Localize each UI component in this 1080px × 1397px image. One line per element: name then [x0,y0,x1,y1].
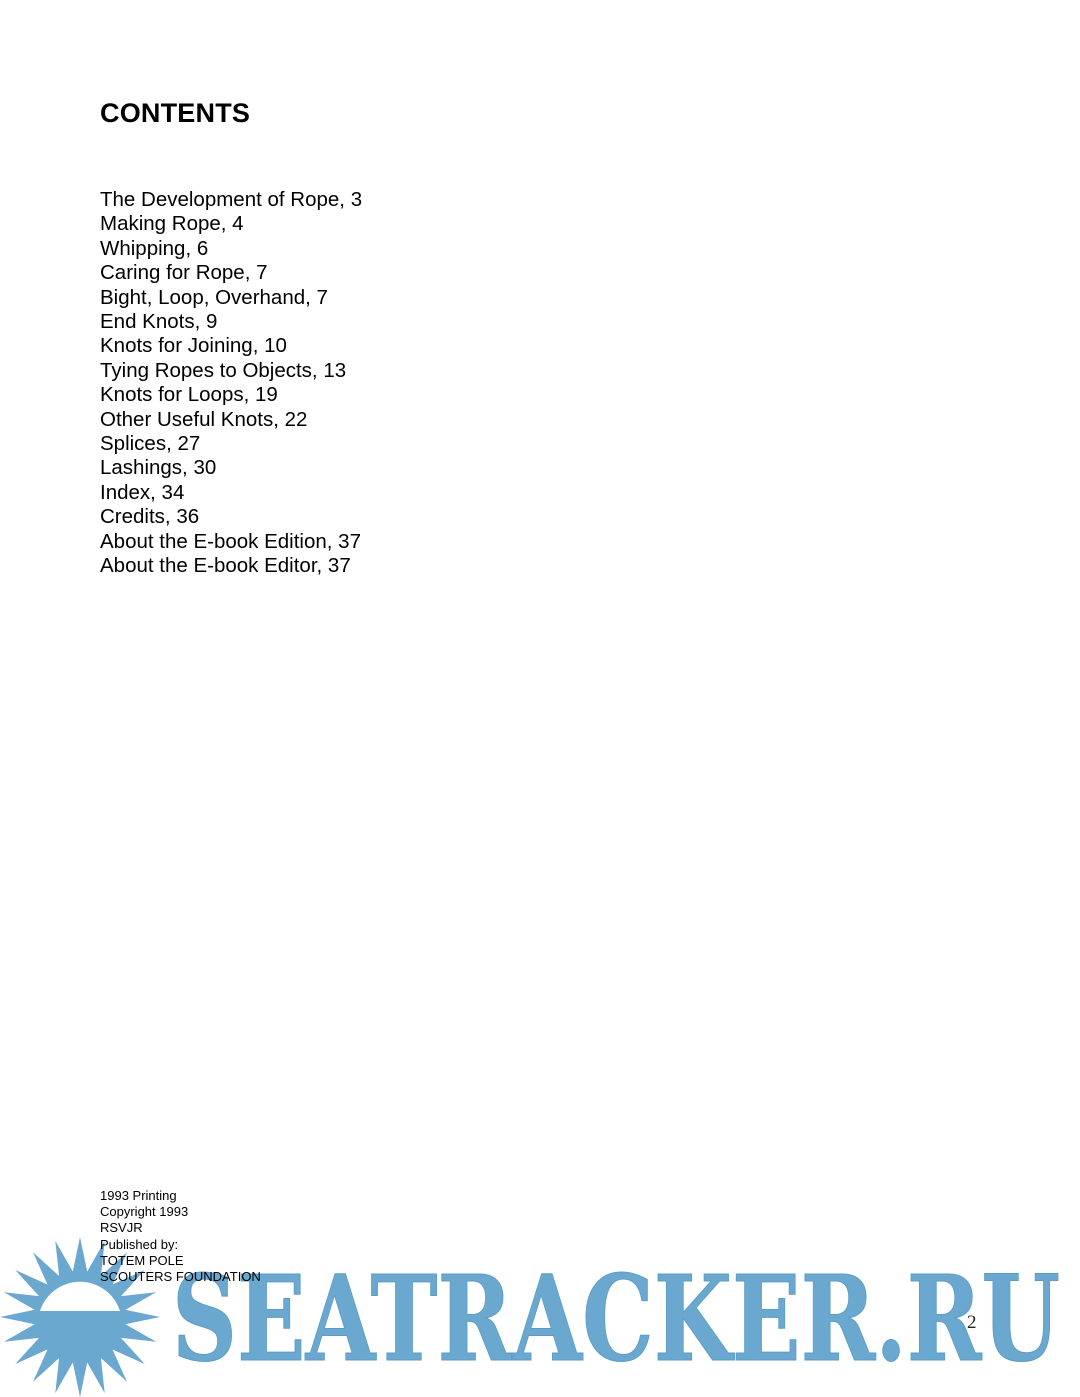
toc-entry: Whipping, 6 [100,236,209,260]
toc-entry: The Development of Rope, 3 [100,188,363,211]
table-of-contents [100,188,362,579]
page-number: 2 [967,1312,977,1333]
imprint-line: 1993 Printing [100,1188,177,1203]
toc-entry: Other Useful Knots, 22 [100,407,308,431]
imprint-block [100,1188,261,1285]
toc-entry: Credits, 36 [100,505,200,529]
imprint-line: Copyright 1993 [100,1204,189,1220]
toc-entry: Caring for Rope, 7 [100,261,268,285]
imprint-line: SCOUTERS FOUNDATION [100,1269,261,1285]
toc-entry: Splices, 27 [100,432,201,456]
imprint-line: RSVJR [100,1220,143,1236]
toc-entry: Bight, Loop, Overhand, 7 [100,285,328,309]
toc-entry: Knots for Joining, 10 [100,334,287,358]
toc-entry: Knots for Loops, 19 [100,383,278,407]
imprint-line: Published by: [100,1236,179,1252]
toc-entry: Lashings, 30 [100,456,217,480]
toc-entry: Index, 34 [100,480,185,504]
toc-entry: About the E-book Editor, 37 [100,554,351,578]
toc-entry: Tying Ropes to Objects, 13 [100,358,347,382]
watermark-text: SEATRACKER.RU [172,1249,1060,1388]
page-title: CONTENTS [100,98,251,128]
toc-entry: End Knots, 9 [100,310,218,334]
toc-entry: Making Rope, 4 [100,212,244,236]
imprint-line: TOTEM POLE [100,1252,184,1268]
toc-entry: About the E-book Edition, 37 [100,529,361,553]
